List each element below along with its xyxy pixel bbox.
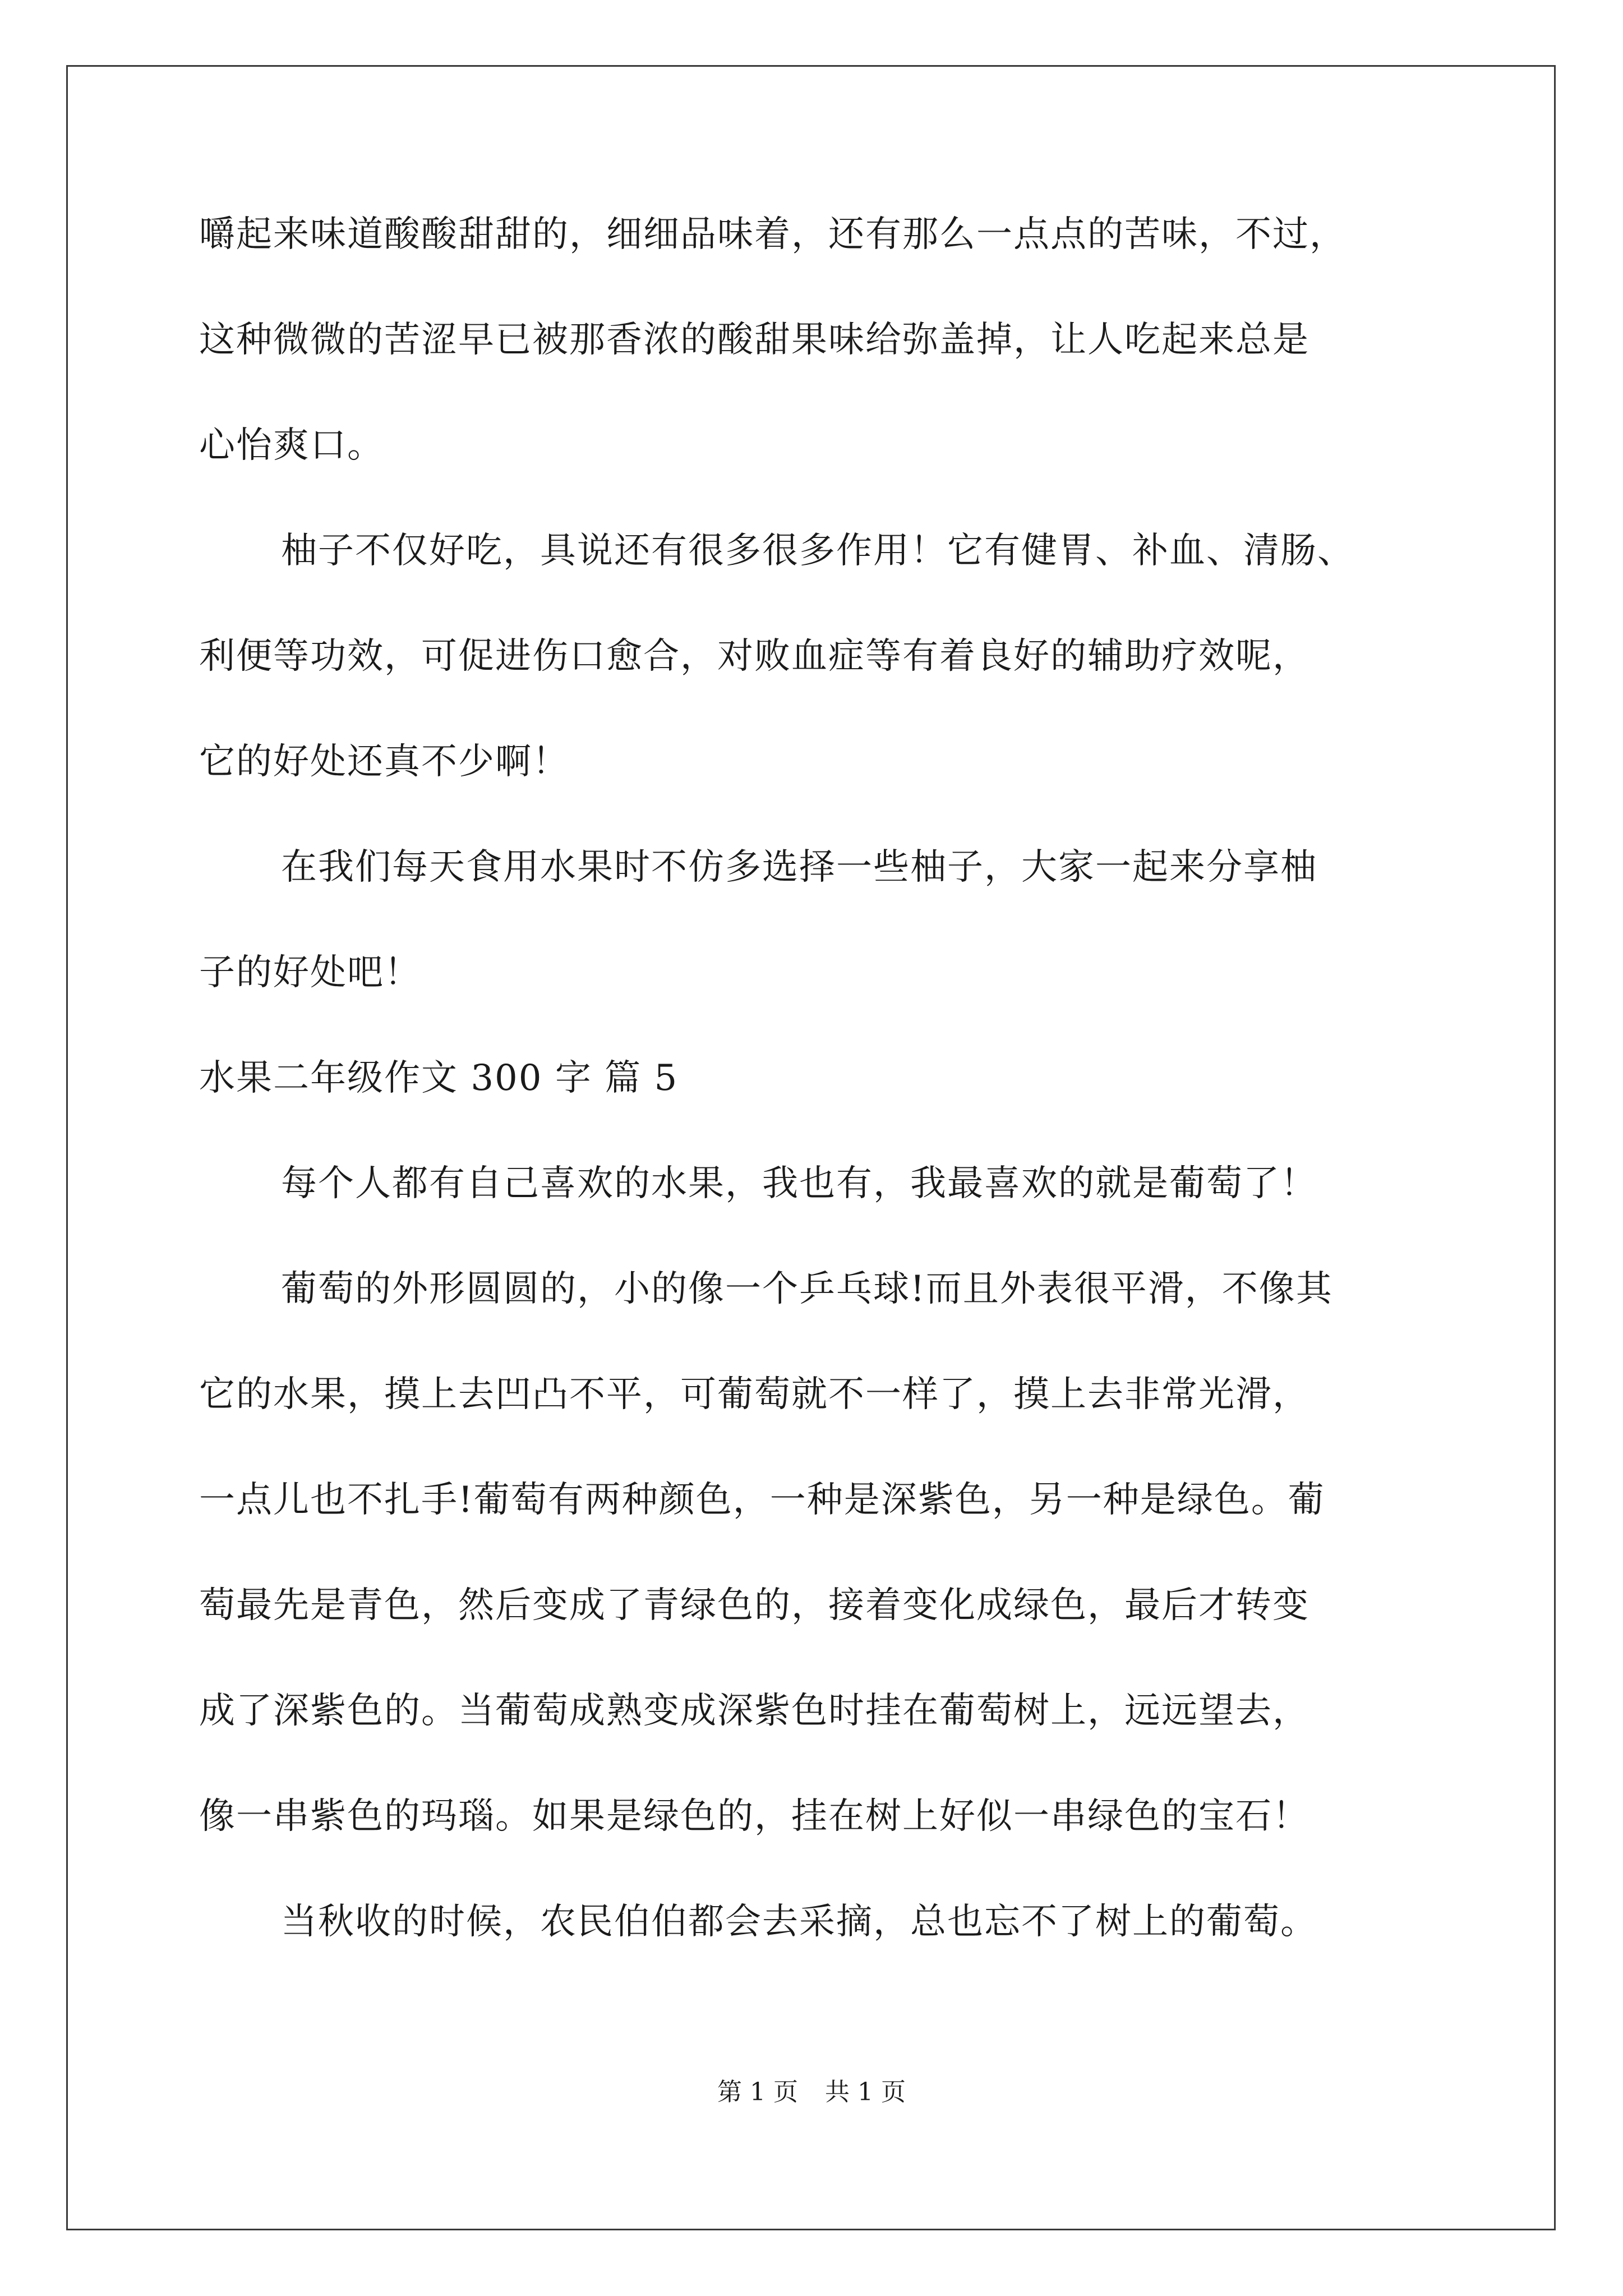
text-line: 嚼起来味道酸酸甜甜的，细细品味着，还有那么一点点的苦味，不过， [199,214,1347,255]
page-total: 共 1 页 [825,2078,906,2106]
text-line: 这种微微的苦涩早已被那香浓的酸甜果味给弥盖掉，让人吃起来总是 [199,319,1310,361]
text-line: 利便等功效，可促进伤口愈合，对败血症等有着良好的辅助疗效呢， [199,636,1310,677]
page-footer [0,2077,1623,2108]
text-line: 柚子不仅好吃，具说还有很多很多作用！它有健胃、补血、清肠、 [281,530,1354,572]
text-line: 成了深紫色的。当葡萄成熟变成深紫色时挂在葡萄树上，远远望去， [199,1690,1310,1732]
text-line: 一点儿也不扎手!葡萄有两种颜色，一种是深紫色，另一种是绿色。葡 [199,1479,1325,1521]
text-line: 子的好处吧！ [199,952,421,993]
text-line: 萄最先是青色，然后变成了青绿色的，接着变化成绿色，最后才转变 [199,1585,1310,1626]
text-line: 心怡爽口。 [199,425,384,466]
text-line: 当秋收的时候，农民伯伯都会去采摘，总也忘不了树上的葡萄。 [281,1901,1317,1943]
text-line: 它的好处还真不少啊！ [199,741,569,783]
text-line: 像一串紫色的玛瑙。如果是绿色的，挂在树上好似一串绿色的宝石！ [199,1796,1310,1837]
text-line: 在我们每天食用水果时不仿多选择一些柚子，大家一起来分享柚 [281,846,1317,888]
section-heading: 水果二年级作文 300 字 篇 5 [199,1057,679,1099]
page-number: 第 1 页 [717,2078,798,2106]
text-line: 它的水果，摸上去凹凸不平，可葡萄就不一样了，摸上去非常光滑， [199,1374,1310,1415]
text-line: 葡萄的外形圆圆的，小的像一个乒乓球!而且外表很平滑，不像其 [281,1268,1333,1310]
text-line: 每个人都有自己喜欢的水果，我也有，我最喜欢的就是葡萄了！ [281,1163,1317,1204]
